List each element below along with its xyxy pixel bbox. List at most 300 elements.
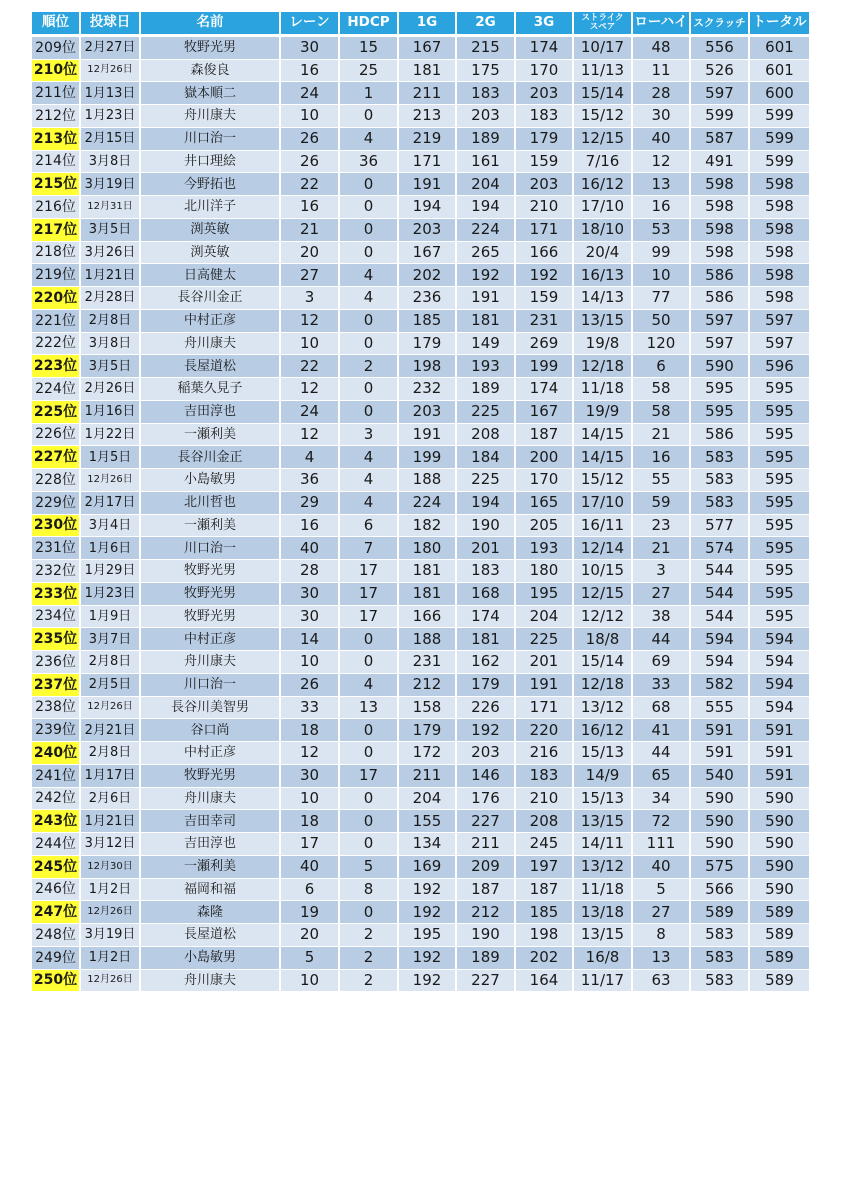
cell-g3: 203 — [515, 173, 573, 196]
cell-ss: 17/10 — [573, 491, 632, 514]
cell-date: 3月19日 — [80, 173, 140, 196]
cell-date: 3月4日 — [80, 514, 140, 537]
cell-name: 舟川康夫 — [140, 787, 280, 810]
cell-total: 591 — [749, 742, 810, 765]
cell-ss: 16/12 — [573, 173, 632, 196]
cell-g1: 219 — [398, 127, 456, 150]
cell-g3: 180 — [515, 560, 573, 583]
cell-g2: 189 — [456, 127, 515, 150]
cell-lh: 28 — [632, 82, 690, 105]
cell-total: 589 — [749, 924, 810, 947]
cell-hdcp: 17 — [339, 582, 398, 605]
cell-lh: 6 — [632, 355, 690, 378]
cell-rank: 225位 — [32, 400, 80, 423]
cell-lane: 21 — [280, 218, 339, 241]
cell-lane: 14 — [280, 628, 339, 651]
cell-total: 599 — [749, 127, 810, 150]
cell-name: 稲葉久見子 — [140, 378, 280, 401]
ranking-table — [32, 12, 811, 992]
cell-g3: 269 — [515, 332, 573, 355]
cell-g1: 166 — [398, 605, 456, 628]
cell-hdcp: 4 — [339, 127, 398, 150]
cell-lane: 20 — [280, 924, 339, 947]
cell-ss: 12/12 — [573, 605, 632, 628]
header-lowhigh: ローハイ — [632, 12, 690, 35]
cell-name: 谷口尚 — [140, 719, 280, 742]
table-row — [32, 582, 810, 605]
cell-lh: 72 — [632, 810, 690, 833]
cell-name: 牧野光男 — [140, 35, 280, 59]
cell-name: 川口治一 — [140, 537, 280, 560]
cell-name: 舟川康夫 — [140, 105, 280, 128]
cell-hdcp: 0 — [339, 651, 398, 674]
cell-g1: 236 — [398, 287, 456, 310]
cell-name: 一瀬利美 — [140, 423, 280, 446]
cell-rank: 247位 — [32, 901, 80, 924]
cell-lh: 21 — [632, 423, 690, 446]
cell-rank: 244位 — [32, 833, 80, 856]
cell-rank: 245位 — [32, 855, 80, 878]
table-row — [32, 150, 810, 173]
cell-total: 598 — [749, 173, 810, 196]
table-row — [32, 742, 810, 765]
cell-g3: 171 — [515, 696, 573, 719]
cell-lh: 10 — [632, 264, 690, 287]
cell-g2: 176 — [456, 787, 515, 810]
cell-rank: 246位 — [32, 878, 80, 901]
cell-scratch: 590 — [690, 833, 749, 856]
cell-ss: 12/14 — [573, 537, 632, 560]
cell-date: 1月5日 — [80, 446, 140, 469]
cell-g2: 265 — [456, 241, 515, 264]
cell-ss: 13/15 — [573, 309, 632, 332]
cell-g1: 134 — [398, 833, 456, 856]
cell-hdcp: 25 — [339, 59, 398, 82]
cell-g2: 181 — [456, 628, 515, 651]
cell-date: 3月19日 — [80, 924, 140, 947]
cell-g2: 194 — [456, 196, 515, 219]
cell-g3: 174 — [515, 378, 573, 401]
cell-rank: 212位 — [32, 105, 80, 128]
table-row — [32, 355, 810, 378]
cell-total: 590 — [749, 833, 810, 856]
cell-name: 小島敏男 — [140, 946, 280, 969]
cell-g3: 203 — [515, 82, 573, 105]
cell-date: 1月6日 — [80, 537, 140, 560]
cell-lane: 19 — [280, 901, 339, 924]
cell-g2: 225 — [456, 469, 515, 492]
cell-g3: 165 — [515, 491, 573, 514]
cell-hdcp: 0 — [339, 810, 398, 833]
cell-g1: 179 — [398, 719, 456, 742]
cell-lane: 29 — [280, 491, 339, 514]
cell-hdcp: 0 — [339, 901, 398, 924]
cell-total: 594 — [749, 651, 810, 674]
header-spare-label: スペア — [589, 21, 616, 32]
cell-scratch: 587 — [690, 127, 749, 150]
cell-rank: 239位 — [32, 719, 80, 742]
cell-scratch: 577 — [690, 514, 749, 537]
cell-rank: 240位 — [32, 742, 80, 765]
cell-scratch: 590 — [690, 787, 749, 810]
cell-scratch: 597 — [690, 332, 749, 355]
cell-hdcp: 13 — [339, 696, 398, 719]
cell-date: 3月26日 — [80, 241, 140, 264]
cell-g3: 220 — [515, 719, 573, 742]
table-row — [32, 810, 810, 833]
cell-g3: 171 — [515, 218, 573, 241]
cell-g3: 187 — [515, 878, 573, 901]
cell-name: 牧野光男 — [140, 560, 280, 583]
table-row — [32, 127, 810, 150]
cell-scratch: 556 — [690, 35, 749, 59]
cell-scratch: 544 — [690, 605, 749, 628]
cell-g3: 201 — [515, 651, 573, 674]
cell-total: 590 — [749, 787, 810, 810]
cell-scratch: 594 — [690, 651, 749, 674]
cell-g1: 181 — [398, 59, 456, 82]
cell-g2: 194 — [456, 491, 515, 514]
table-row — [32, 218, 810, 241]
cell-date: 1月29日 — [80, 560, 140, 583]
cell-rank: 234位 — [32, 605, 80, 628]
cell-g2: 204 — [456, 173, 515, 196]
cell-rank: 226位 — [32, 423, 80, 446]
cell-g1: 232 — [398, 378, 456, 401]
table-row — [32, 969, 810, 992]
cell-total: 590 — [749, 855, 810, 878]
cell-lh: 23 — [632, 514, 690, 537]
cell-g3: 164 — [515, 969, 573, 992]
cell-hdcp: 3 — [339, 423, 398, 446]
cell-date: 3月8日 — [80, 332, 140, 355]
cell-name: 川口治一 — [140, 127, 280, 150]
header-game2: 2G — [456, 12, 515, 35]
cell-ss: 14/9 — [573, 764, 632, 787]
cell-total: 597 — [749, 309, 810, 332]
cell-date: 3月5日 — [80, 218, 140, 241]
cell-scratch: 589 — [690, 901, 749, 924]
cell-ss: 19/9 — [573, 400, 632, 423]
cell-rank: 224位 — [32, 378, 80, 401]
cell-lh: 33 — [632, 673, 690, 696]
header-scratch: スクラッチ — [690, 12, 749, 35]
cell-g3: 204 — [515, 605, 573, 628]
cell-lane: 10 — [280, 651, 339, 674]
cell-name: 長屋道松 — [140, 355, 280, 378]
cell-ss: 15/13 — [573, 742, 632, 765]
table-row — [32, 514, 810, 537]
cell-g2: 203 — [456, 742, 515, 765]
cell-g2: 191 — [456, 287, 515, 310]
cell-lh: 44 — [632, 742, 690, 765]
cell-lh: 16 — [632, 446, 690, 469]
cell-lh: 16 — [632, 196, 690, 219]
cell-lh: 65 — [632, 764, 690, 787]
cell-hdcp: 0 — [339, 742, 398, 765]
cell-total: 590 — [749, 878, 810, 901]
cell-lane: 10 — [280, 969, 339, 992]
cell-date: 1月21日 — [80, 264, 140, 287]
cell-ss: 15/13 — [573, 787, 632, 810]
cell-g3: 231 — [515, 309, 573, 332]
cell-g1: 192 — [398, 878, 456, 901]
cell-g3: 170 — [515, 469, 573, 492]
cell-date: 1月2日 — [80, 878, 140, 901]
cell-name: 舟川康夫 — [140, 332, 280, 355]
cell-lh: 58 — [632, 378, 690, 401]
cell-hdcp: 2 — [339, 355, 398, 378]
cell-rank: 211位 — [32, 82, 80, 105]
cell-name: 中村正彦 — [140, 309, 280, 332]
cell-lh: 27 — [632, 901, 690, 924]
cell-total: 594 — [749, 628, 810, 651]
cell-g2: 224 — [456, 218, 515, 241]
cell-ss: 12/18 — [573, 673, 632, 696]
cell-hdcp: 4 — [339, 673, 398, 696]
cell-total: 595 — [749, 446, 810, 469]
cell-lane: 26 — [280, 127, 339, 150]
header-name: 名前 — [140, 12, 280, 35]
table-row — [32, 446, 810, 469]
cell-rank: 215位 — [32, 173, 80, 196]
header-hdcp: HDCP — [339, 12, 398, 35]
cell-name: 北川洋子 — [140, 196, 280, 219]
cell-g3: 199 — [515, 355, 573, 378]
cell-date: 12月26日 — [80, 901, 140, 924]
cell-g1: 212 — [398, 673, 456, 696]
cell-total: 598 — [749, 241, 810, 264]
cell-rank: 228位 — [32, 469, 80, 492]
cell-lane: 36 — [280, 469, 339, 492]
table-row — [32, 332, 810, 355]
cell-lane: 10 — [280, 787, 339, 810]
cell-lh: 13 — [632, 946, 690, 969]
cell-g1: 185 — [398, 309, 456, 332]
cell-g2: 181 — [456, 309, 515, 332]
cell-g2: 174 — [456, 605, 515, 628]
cell-hdcp: 2 — [339, 969, 398, 992]
cell-lane: 4 — [280, 446, 339, 469]
cell-scratch: 598 — [690, 241, 749, 264]
cell-name: 舟川康夫 — [140, 969, 280, 992]
table-row — [32, 719, 810, 742]
cell-g3: 202 — [515, 946, 573, 969]
cell-hdcp: 8 — [339, 878, 398, 901]
cell-total: 589 — [749, 969, 810, 992]
cell-date: 1月2日 — [80, 946, 140, 969]
cell-g3: 183 — [515, 764, 573, 787]
header-game1: 1G — [398, 12, 456, 35]
cell-date: 1月13日 — [80, 82, 140, 105]
cell-lane: 40 — [280, 537, 339, 560]
cell-g3: 210 — [515, 196, 573, 219]
cell-date: 2月27日 — [80, 35, 140, 59]
cell-total: 598 — [749, 196, 810, 219]
cell-lh: 50 — [632, 309, 690, 332]
cell-rank: 229位 — [32, 491, 80, 514]
cell-g3: 192 — [515, 264, 573, 287]
cell-rank: 210位 — [32, 59, 80, 82]
table-row — [32, 605, 810, 628]
cell-lh: 13 — [632, 173, 690, 196]
cell-g2: 225 — [456, 400, 515, 423]
cell-date: 2月28日 — [80, 287, 140, 310]
cell-hdcp: 17 — [339, 605, 398, 628]
cell-g1: 188 — [398, 628, 456, 651]
cell-lh: 58 — [632, 400, 690, 423]
cell-date: 12月31日 — [80, 196, 140, 219]
cell-name: 小島敏男 — [140, 469, 280, 492]
cell-scratch: 595 — [690, 400, 749, 423]
cell-ss: 15/12 — [573, 105, 632, 128]
cell-g3: 210 — [515, 787, 573, 810]
table-row — [32, 196, 810, 219]
cell-lh: 99 — [632, 241, 690, 264]
cell-ss: 13/15 — [573, 810, 632, 833]
header-rank: 順位 — [32, 12, 80, 35]
cell-total: 595 — [749, 491, 810, 514]
cell-g3: 185 — [515, 901, 573, 924]
cell-g1: 199 — [398, 446, 456, 469]
cell-hdcp: 4 — [339, 264, 398, 287]
cell-g2: 183 — [456, 560, 515, 583]
table-row — [32, 878, 810, 901]
cell-rank: 218位 — [32, 241, 80, 264]
cell-g1: 203 — [398, 400, 456, 423]
cell-rank: 222位 — [32, 332, 80, 355]
cell-scratch: 598 — [690, 218, 749, 241]
cell-total: 598 — [749, 218, 810, 241]
cell-rank: 213位 — [32, 127, 80, 150]
table-row — [32, 82, 810, 105]
cell-g2: 189 — [456, 946, 515, 969]
cell-name: 森俊良 — [140, 59, 280, 82]
cell-lh: 5 — [632, 878, 690, 901]
cell-date: 1月17日 — [80, 764, 140, 787]
cell-name: 福岡和福 — [140, 878, 280, 901]
cell-rank: 233位 — [32, 582, 80, 605]
cell-date: 2月8日 — [80, 309, 140, 332]
cell-g1: 192 — [398, 901, 456, 924]
cell-g2: 149 — [456, 332, 515, 355]
cell-g2: 187 — [456, 878, 515, 901]
cell-date: 2月8日 — [80, 651, 140, 674]
cell-hdcp: 4 — [339, 446, 398, 469]
cell-hdcp: 0 — [339, 196, 398, 219]
cell-g1: 202 — [398, 264, 456, 287]
cell-name: 長谷川金正 — [140, 446, 280, 469]
cell-g1: 195 — [398, 924, 456, 947]
cell-ss: 12/18 — [573, 355, 632, 378]
cell-hdcp: 17 — [339, 764, 398, 787]
cell-hdcp: 0 — [339, 309, 398, 332]
cell-g1: 172 — [398, 742, 456, 765]
cell-rank: 230位 — [32, 514, 80, 537]
cell-g1: 231 — [398, 651, 456, 674]
cell-name: 森隆 — [140, 901, 280, 924]
cell-name: 吉田淳也 — [140, 400, 280, 423]
cell-rank: 216位 — [32, 196, 80, 219]
cell-lane: 26 — [280, 150, 339, 173]
cell-lh: 69 — [632, 651, 690, 674]
cell-ss: 16/11 — [573, 514, 632, 537]
header-strike-spare — [573, 12, 632, 35]
cell-ss: 15/14 — [573, 82, 632, 105]
cell-name: 吉田幸司 — [140, 810, 280, 833]
cell-name: 一瀬利美 — [140, 514, 280, 537]
cell-name: 牧野光男 — [140, 582, 280, 605]
cell-lh: 63 — [632, 969, 690, 992]
cell-lh: 11 — [632, 59, 690, 82]
cell-g2: 211 — [456, 833, 515, 856]
cell-lh: 77 — [632, 287, 690, 310]
cell-hdcp: 0 — [339, 173, 398, 196]
cell-g3: 193 — [515, 537, 573, 560]
cell-scratch: 591 — [690, 742, 749, 765]
cell-lane: 10 — [280, 332, 339, 355]
cell-scratch: 544 — [690, 582, 749, 605]
cell-g2: 184 — [456, 446, 515, 469]
cell-lane: 24 — [280, 82, 339, 105]
cell-lh: 38 — [632, 605, 690, 628]
header-total: トータル — [749, 12, 810, 35]
cell-hdcp: 0 — [339, 218, 398, 241]
cell-date: 2月5日 — [80, 673, 140, 696]
cell-lane: 10 — [280, 105, 339, 128]
cell-name: 一瀬利美 — [140, 855, 280, 878]
cell-date: 3月8日 — [80, 150, 140, 173]
table-row — [32, 855, 810, 878]
cell-name: 中村正彦 — [140, 742, 280, 765]
cell-ss: 18/10 — [573, 218, 632, 241]
cell-date: 12月26日 — [80, 469, 140, 492]
cell-total: 601 — [749, 35, 810, 59]
cell-scratch: 540 — [690, 764, 749, 787]
cell-hdcp: 0 — [339, 400, 398, 423]
cell-lh: 41 — [632, 719, 690, 742]
cell-lane: 16 — [280, 514, 339, 537]
cell-scratch: 583 — [690, 924, 749, 947]
cell-total: 589 — [749, 901, 810, 924]
cell-scratch: 526 — [690, 59, 749, 82]
cell-total: 591 — [749, 764, 810, 787]
cell-scratch: 582 — [690, 673, 749, 696]
cell-scratch: 597 — [690, 82, 749, 105]
table-row — [32, 537, 810, 560]
cell-scratch: 586 — [690, 423, 749, 446]
cell-g2: 209 — [456, 855, 515, 878]
cell-ss: 11/13 — [573, 59, 632, 82]
cell-lane: 22 — [280, 173, 339, 196]
cell-rank: 221位 — [32, 309, 80, 332]
cell-g1: 155 — [398, 810, 456, 833]
cell-g2: 189 — [456, 378, 515, 401]
cell-lane: 18 — [280, 719, 339, 742]
cell-lh: 55 — [632, 469, 690, 492]
cell-total: 595 — [749, 400, 810, 423]
cell-ss: 10/17 — [573, 35, 632, 59]
header-date: 投球日 — [80, 12, 140, 35]
cell-lh: 111 — [632, 833, 690, 856]
cell-hdcp: 4 — [339, 287, 398, 310]
cell-name: 長谷川美智男 — [140, 696, 280, 719]
cell-total: 594 — [749, 696, 810, 719]
cell-g1: 211 — [398, 764, 456, 787]
cell-ss: 18/8 — [573, 628, 632, 651]
cell-rank: 219位 — [32, 264, 80, 287]
cell-rank: 242位 — [32, 787, 80, 810]
